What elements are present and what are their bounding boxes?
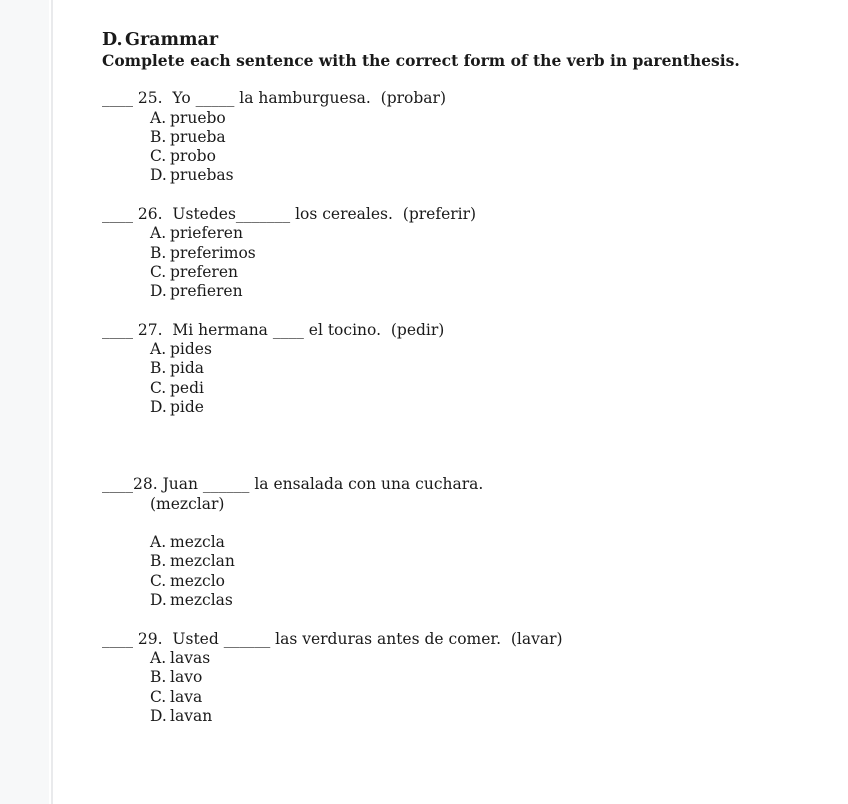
option-list	[150, 649, 832, 726]
option-text: lavas	[170, 648, 211, 667]
option-item	[150, 707, 832, 726]
option-text: mezcla	[170, 533, 225, 552]
option-text: probo	[170, 147, 216, 166]
option-text: lavo	[170, 668, 203, 687]
option-text: pida	[170, 359, 205, 378]
option-text: mezclas	[170, 591, 233, 610]
option-item	[150, 552, 832, 571]
option-letter: B.	[150, 243, 167, 262]
option-text: prefieren	[170, 282, 243, 301]
option-text: pide	[170, 398, 204, 417]
option-item	[150, 649, 832, 668]
option-letter: C.	[150, 378, 167, 397]
option-list	[150, 533, 832, 610]
option-item	[150, 282, 832, 301]
option-text: pides	[170, 340, 212, 359]
option-letter: B.	[150, 127, 167, 146]
question-line: ____ 29. Usted ______ las verduras antes de comer. (lavar)	[102, 629, 563, 648]
option-item	[150, 359, 832, 378]
viewer-left-margin	[0, 0, 49, 804]
section-heading	[102, 30, 832, 51]
option-item	[150, 166, 832, 185]
question-item	[102, 475, 832, 610]
option-letter: C.	[150, 571, 167, 590]
question-line-2: (mezclar)	[150, 494, 225, 513]
option-item	[150, 398, 832, 417]
questions	[102, 89, 832, 726]
question-line: ____ 25. Yo _____ la hamburguesa. (probar)	[102, 89, 446, 108]
option-text: pedi	[170, 378, 204, 397]
option-letter: D.	[150, 282, 167, 301]
question-line: ____28. Juan ______ la ensalada con una cuchara.	[102, 475, 484, 494]
option-text: preferen	[170, 262, 238, 281]
option-letter: D.	[150, 591, 167, 610]
option-text: prueba	[170, 127, 226, 146]
section-instruction: Complete each sentence with the correct form of the verb in parenthesis.	[102, 51, 740, 70]
option-item	[150, 591, 832, 610]
question-line: ____ 26. Ustedes_______ los cereales. (preferir)	[102, 205, 477, 224]
section-label: D.	[102, 30, 123, 50]
option-item	[150, 533, 832, 552]
option-letter: C.	[150, 147, 167, 166]
option-item	[150, 147, 832, 166]
option-item	[150, 379, 832, 398]
option-text: mezclan	[170, 552, 235, 571]
option-letter: D.	[150, 706, 167, 725]
option-text: lavan	[170, 706, 213, 725]
option-letter: B.	[150, 359, 167, 378]
option-letter: C.	[150, 687, 167, 706]
option-item	[150, 572, 832, 591]
option-letter: A.	[150, 108, 167, 127]
option-text: pruebas	[170, 166, 234, 185]
section-title: Grammar	[125, 30, 219, 50]
option-list	[150, 340, 832, 417]
option-text: pruebo	[170, 108, 226, 127]
option-letter: A.	[150, 340, 167, 359]
document-page	[102, 30, 832, 745]
option-letter: D.	[150, 166, 167, 185]
option-list	[150, 224, 832, 301]
option-letter: A.	[150, 648, 167, 667]
option-text: preferimos	[170, 243, 256, 262]
question-item	[102, 89, 832, 185]
option-item	[150, 263, 832, 282]
option-item	[150, 109, 832, 128]
option-list	[150, 109, 832, 186]
question-line: ____ 27. Mi hermana ____ el tocino. (pedir)	[102, 320, 445, 339]
question-item	[102, 630, 832, 726]
option-letter: B.	[150, 552, 167, 571]
option-item	[150, 244, 832, 263]
option-item	[150, 340, 832, 359]
option-text: lava	[170, 687, 203, 706]
option-letter: A.	[150, 224, 167, 243]
page-edge-divider	[51, 0, 53, 804]
option-item	[150, 688, 832, 707]
option-item	[150, 224, 832, 243]
option-letter: D.	[150, 398, 167, 417]
option-text: prieferen	[170, 224, 243, 243]
question-item	[102, 321, 832, 417]
option-item	[150, 668, 832, 687]
option-letter: A.	[150, 533, 167, 552]
question-item	[102, 205, 832, 301]
option-letter: B.	[150, 668, 167, 687]
option-letter: C.	[150, 262, 167, 281]
option-text: mezclo	[170, 571, 226, 590]
option-item	[150, 128, 832, 147]
